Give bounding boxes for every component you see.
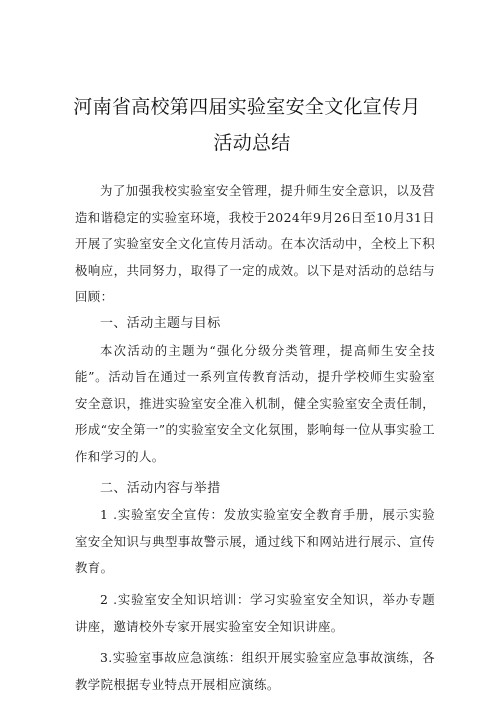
- document-subtitle: 活动总结: [213, 132, 291, 154]
- activity-item-1: 1 .实验室安全宣传：发放实验室安全教育手册，展示实验室安全知识与典型事故警示展，通过线下和网站进行展示、宣传教育。: [75, 507, 435, 576]
- intro-paragraph: 为了加强我校实验室安全管理，提升师生安全意识，以及营造和谐稳定的实验室环境，我校于2024年9月26日至10月31日开展了实验室安全文化宣传月活动。在本次活动中，全校上下积极响应，共同努力，取得了一定的成效。以下是对活动的总结与回顾：: [75, 183, 435, 305]
- activity-item-2: 2 .实验室安全知识培训：学习实验室安全知识，举办专题讲座，邀请校外专家开展实验室安全知识讲座。: [75, 591, 435, 634]
- theme-paragraph: 本次活动的主题为“强化分级分类管理，提高师生安全技能”。活动旨在通过一系列宣传教育活动，提升学校师生实验室安全意识，推进实验室安全准入机制，健全实验室安全责任制，形成“安全第一”的实验室安全文化氛围，影响每一位从事实验工作和学习的人。: [75, 342, 435, 464]
- activity-item-3: 3.实验室事故应急演练：组织开展实验室应急事故演练，各教学院根据专业特点开展相应演练。: [75, 650, 435, 692]
- document-title: 河南省高校第四届实验室安全文化宣传月: [73, 96, 421, 118]
- section-heading-activities: 二、活动内容与举措: [100, 480, 221, 496]
- document-body: [75, 178, 435, 698]
- section-heading-theme: 一、活动主题与目标: [100, 315, 221, 331]
